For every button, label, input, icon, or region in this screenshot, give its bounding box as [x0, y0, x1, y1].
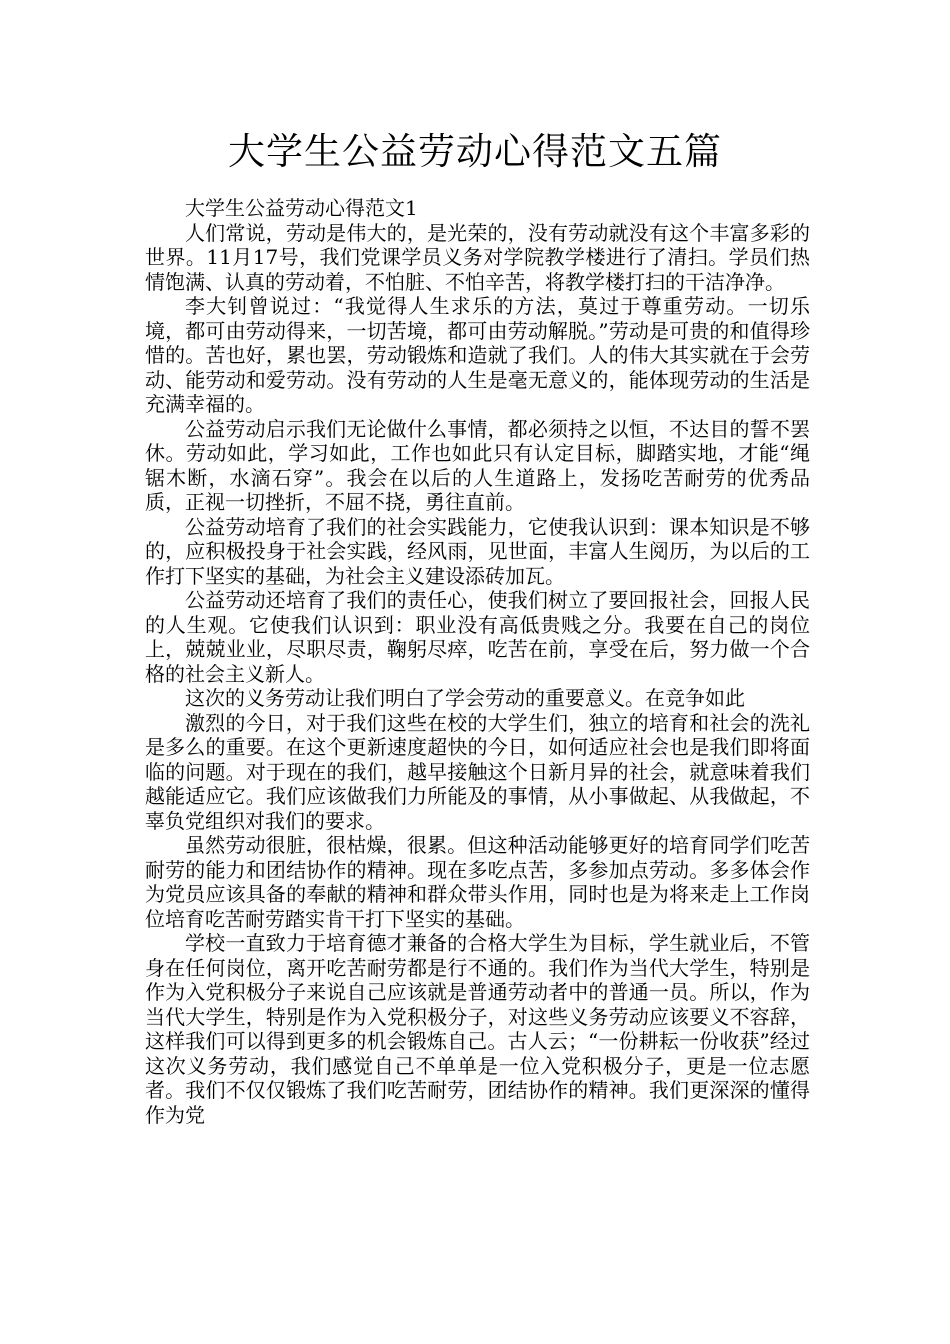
paragraph: 学校一直致力于培育德才兼备的合格大学生为目标，学生就业后，不管身在任何岗位，离开吃苦耐劳都是行不通的。我们作为当代大学生，特别是作为入党积极分子来说自己应该就是普通劳动者中的普通一员。所以，作为当代大学生，特别是作为入党积极分子，对这些义务劳动应该要义不容辞，这样我们可以得到更多的机会锻炼自己。古人云；“一份耕耘一份收获”经过这次义务劳动，我们感觉自己不单单是一位入党积极分子，更是一位志愿者。我们不仅仅锻炼了我们吃苦耐劳，团结协作的精神。我们更深深的懂得作为党: [145, 931, 810, 1127]
paragraph: 这次的义务劳动让我们明白了学会劳动的重要意义。在竞争如此: [185, 686, 745, 710]
paragraph: 人们常说，劳动是伟大的，是光荣的，没有劳动就没有这个丰富多彩的世界。11月17号，我们党课学员义务对学院教学楼进行了清扫。学员们热情饱满、认真的劳动着，不怕脏、不怕辛苦，将教学楼打扫的干洁净净。: [145, 220, 810, 294]
document-title: 大学生公益劳动心得范文五篇: [228, 130, 722, 173]
paragraph: 虽然劳动很脏，很枯燥，很累。但这种活动能够更好的培育同学们吃苦耐劳的能力和团结协作的精神。现在多吃点苦，多参加点劳动。多多体会作为党员应该具备的奉献的精神和群众带头作用，同时也是为将来走上工作岗位培育吃苦耐劳踏实肯干打下坚实的基础。: [145, 833, 810, 931]
paragraph: 公益劳动启示我们无论做什么事情，都必须持之以恒，不达目的誓不罢休。劳动如此，学习如此，工作也如此只有认定目标，脚踏实地，才能“绳锯木断，水滴石穿”。我会在以后的人生道路上，发扬吃苦耐劳的优秀品质，正视一切挫折，不屈不挠，勇往直前。: [145, 416, 810, 514]
document-body: [145, 196, 810, 1127]
paragraph: 李大钊曾说过：“我觉得人生求乐的方法，莫过于尊重劳动。一切乐境，都可由劳动得来，一切苦境，都可由劳动解脱。”劳动是可贵的和值得珍惜的。苦也好，累也罢，劳动锻炼和造就了我们。人的伟大其实就在于会劳动、能劳动和爱劳动。没有劳动的人生是毫无意义的，能体现劳动的生活是充满幸福的。: [145, 294, 810, 416]
paragraph: 公益劳动还培育了我们的责任心，使我们树立了要回报社会，回报人民的人生观。它使我们认识到：职业没有高低贵贱之分。我要在自己的岗位上，兢兢业业，尽职尽责，鞠躬尽瘁，吃苦在前，享受在后，努力做一个合格的社会主义新人。: [145, 588, 810, 686]
section-heading: 大学生公益劳动心得范文1: [185, 196, 418, 220]
paragraph: 激烈的今日，对于我们这些在校的大学生们，独立的培育和社会的洗礼是多么的重要。在这个更新速度超快的今日，如何适应社会也是我们即将面临的问题。对于现在的我们，越早接触这个日新月异的社会，就意味着我们越能适应它。我们应该做我们力所能及的事情，从小事做起、从我做起，不辜负党组织对我们的要求。: [145, 710, 810, 833]
paragraph: 公益劳动培育了我们的社会实践能力，它使我认识到：课本知识是不够的，应积极投身于社会实践，经风雨，见世面，丰富人生阅历，为以后的工作打下坚实的基础，为社会主义建设添砖加瓦。: [145, 514, 810, 588]
